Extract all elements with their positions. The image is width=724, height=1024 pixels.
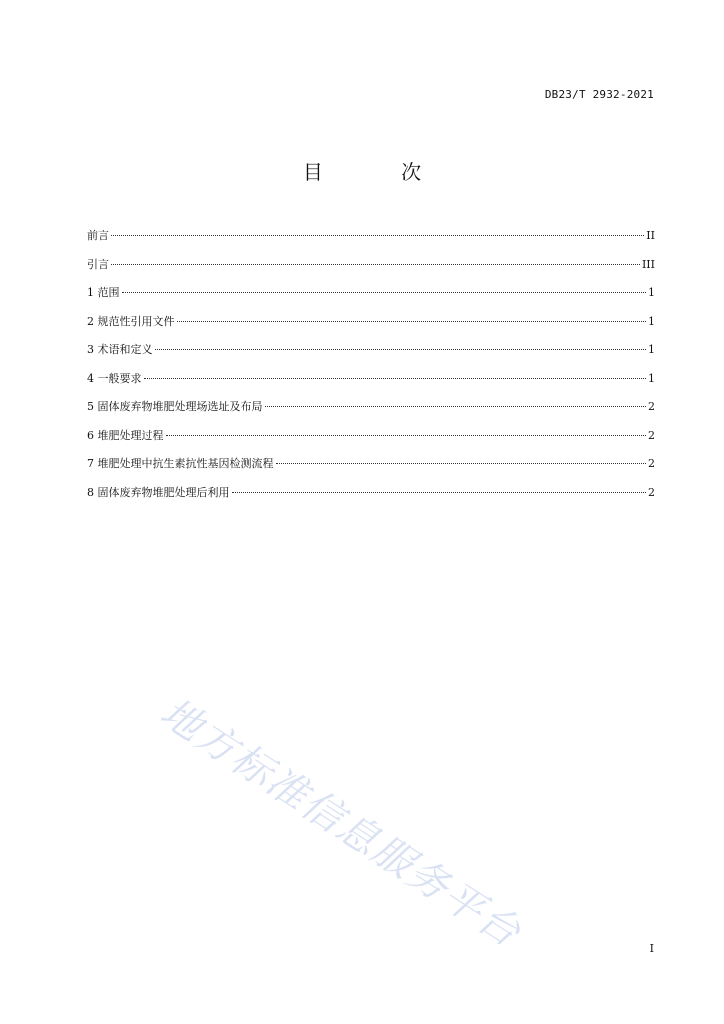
toc-entry-page: 1 [648, 314, 655, 328]
document-code: DB23/T 2932-2021 [544, 88, 654, 101]
toc-entry-page: III [641, 257, 655, 271]
toc-entry-utilization[interactable] [87, 483, 655, 512]
toc-leader-dots [177, 321, 647, 322]
toc-entry-normative-references[interactable] [87, 312, 655, 341]
toc-entry-site-selection[interactable] [87, 397, 655, 426]
toc-entry-introduction[interactable] [87, 255, 655, 284]
toc-entry-label: 7 堆肥处理中抗生素抗性基因检测流程 [87, 457, 274, 470]
toc-entry-label: 6 堆肥处理过程 [87, 428, 164, 442]
toc-entry-page: II [646, 229, 655, 242]
toc-leader-dots [276, 463, 647, 464]
toc-entry-label: 引言 [87, 257, 109, 271]
toc-entry-page: 2 [648, 428, 655, 442]
toc-entry-page: 2 [648, 400, 655, 413]
toc-entry-label: 4 一般要求 [87, 371, 142, 385]
toc-entry-label: 3 术语和定义 [87, 343, 153, 356]
toc-entry-label: 前言 [87, 229, 109, 242]
toc-leader-dots [144, 378, 647, 379]
toc-entry-label: 5 固体废弃物堆肥处理场选址及布局 [87, 400, 263, 413]
toc-leader-dots [155, 349, 647, 350]
toc-entry-page: 1 [648, 343, 655, 356]
toc-entry-general-requirements[interactable] [87, 369, 655, 398]
watermark: 地方标准信息服务平台 [152, 689, 530, 957]
toc-entry-terms-definitions[interactable] [87, 340, 655, 369]
toc-entry-composting-process[interactable] [87, 426, 655, 455]
toc-leader-dots [111, 264, 640, 265]
toc-entry-label: 1 范围 [87, 286, 120, 299]
page-number: I [649, 942, 654, 955]
toc-leader-dots [166, 435, 647, 436]
toc-entry-label: 8 固体废弃物堆肥处理后利用 [87, 485, 230, 499]
toc-leader-dots [232, 492, 647, 493]
toc-leader-dots [265, 406, 647, 407]
toc-entry-page: 1 [648, 286, 655, 299]
toc-entry-foreword[interactable] [87, 226, 655, 255]
table-of-contents [87, 226, 655, 511]
toc-entry-page: 1 [648, 371, 655, 385]
toc-leader-dots [122, 292, 647, 293]
toc-entry-scope[interactable] [87, 283, 655, 312]
toc-leader-dots [111, 235, 644, 236]
toc-entry-page: 2 [648, 485, 655, 499]
toc-entry-page: 2 [648, 457, 655, 470]
toc-entry-detection-procedure[interactable] [87, 454, 655, 483]
toc-title: 目 次 [302, 160, 458, 184]
toc-entry-label: 2 规范性引用文件 [87, 314, 175, 328]
